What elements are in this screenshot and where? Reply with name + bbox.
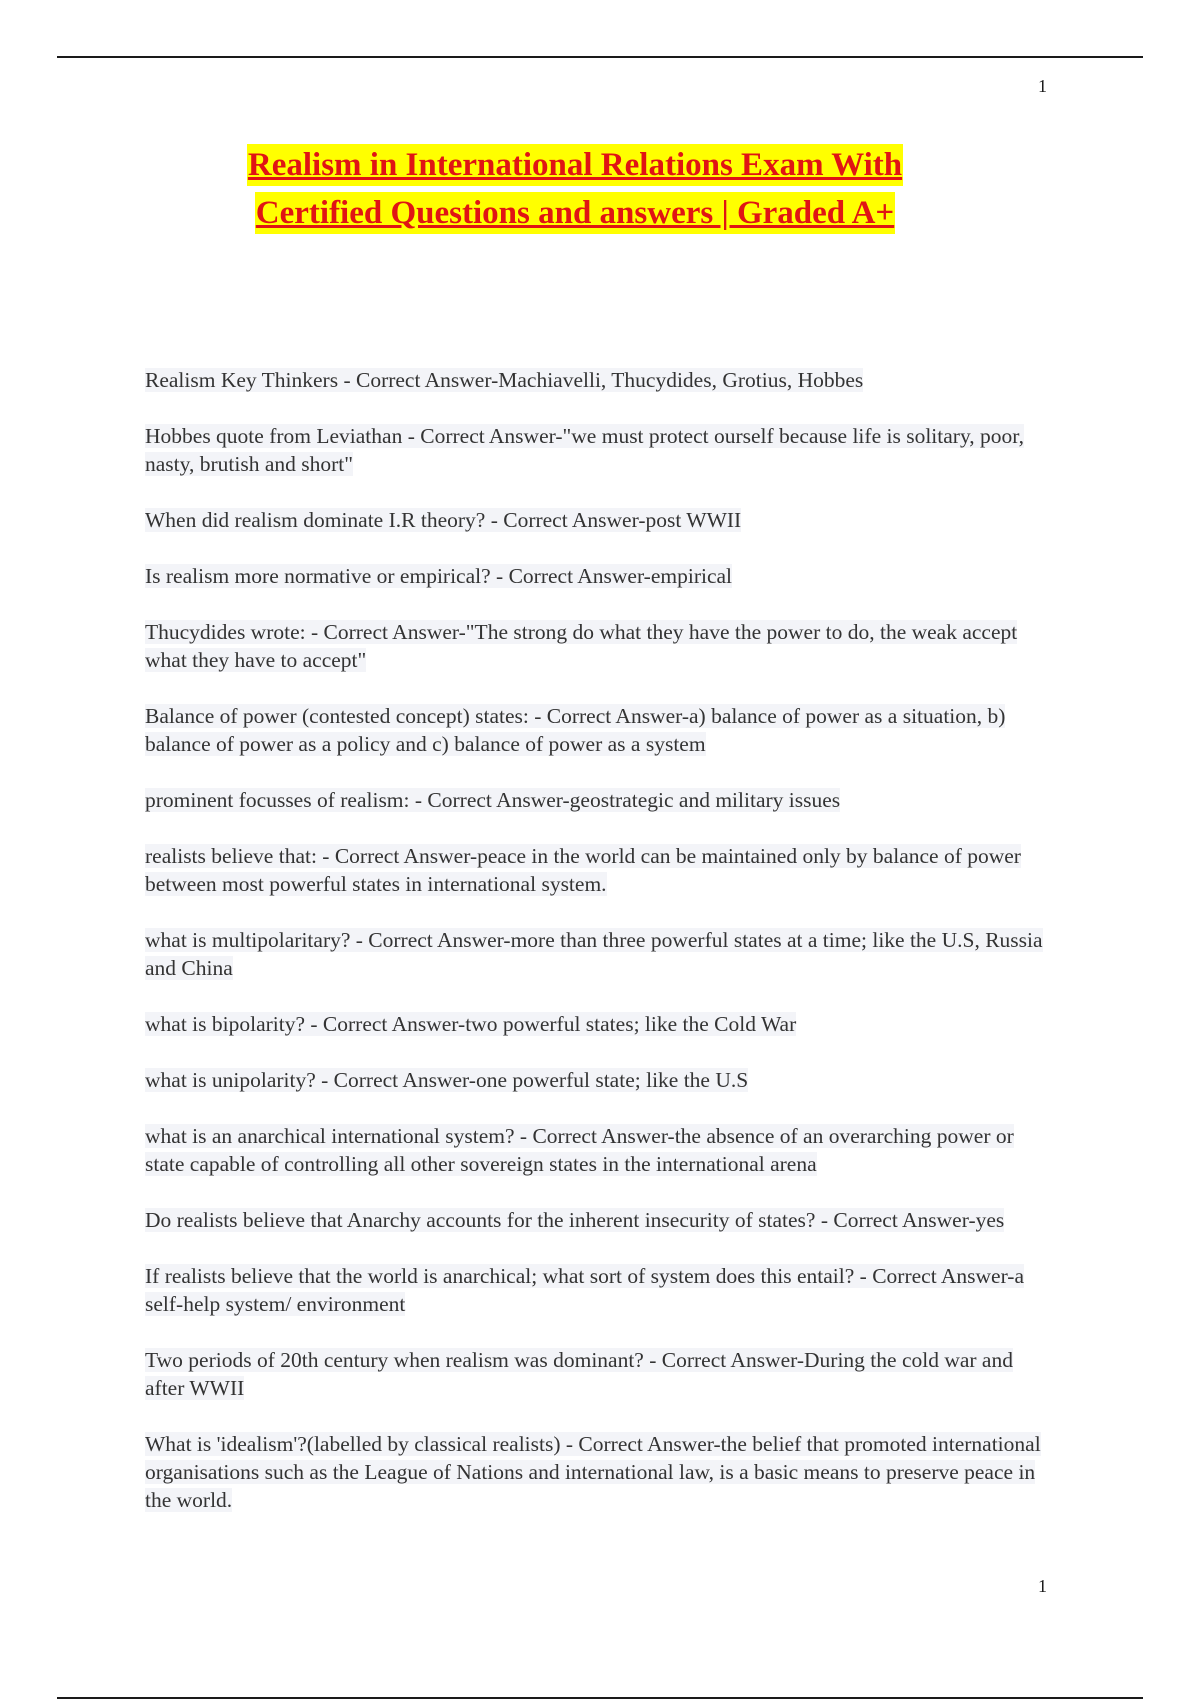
qa-text: what is an anarchical international system? - Correct Answer-the absence of an overarching power or state capable of controlling all other sovereign states in the international arena	[145, 1124, 1014, 1176]
qa-list	[145, 366, 1045, 1542]
qa-text: Do realists believe that Anarchy accounts for the inherent insecurity of states? - Correct Answer-yes	[145, 1208, 1005, 1232]
qa-item	[145, 926, 1045, 982]
title-line-2: Certified Questions and answers | Graded A+	[255, 192, 895, 234]
footer-rule	[57, 1697, 1143, 1699]
qa-text: what is unipolarity? - Correct Answer-one powerful state; like the U.S	[145, 1068, 749, 1092]
qa-text: Is realism more normative or empirical? - Correct Answer-empirical	[145, 564, 733, 588]
qa-item	[145, 1206, 1045, 1234]
qa-item	[145, 506, 1045, 534]
qa-text: what is multipolaritary? - Correct Answer-more than three powerful states at a time; like the U.S, Russia and China	[145, 928, 1043, 980]
qa-text: prominent focusses of realism: - Correct Answer-geostrategic and military issues	[145, 788, 841, 812]
qa-item	[145, 422, 1045, 478]
qa-item	[145, 1262, 1045, 1318]
qa-text: Realism Key Thinkers - Correct Answer-Machiavelli, Thucydides, Grotius, Hobbes	[145, 368, 864, 392]
qa-item	[145, 702, 1045, 758]
qa-item	[145, 562, 1045, 590]
qa-text: When did realism dominate I.R theory? - Correct Answer-post WWII	[145, 508, 742, 532]
qa-item	[145, 1010, 1045, 1038]
qa-item	[145, 1122, 1045, 1178]
qa-item	[145, 1346, 1045, 1402]
qa-text: If realists believe that the world is anarchical; what sort of system does this entail? - Correct Answer-a self-help system/ environment	[145, 1264, 1025, 1316]
qa-text: What is 'idealism'?(labelled by classical realists) - Correct Answer-the belief that promoted international organisations such as the League of Nations and international law, is a basic means to preserve peace in the world.	[145, 1432, 1041, 1512]
qa-item	[145, 842, 1045, 898]
page-number-bottom: 1	[1038, 1576, 1047, 1596]
qa-item	[145, 618, 1045, 674]
page-number-top: 1	[1038, 76, 1047, 96]
qa-item	[145, 1430, 1045, 1514]
title-line-1: Realism in International Relations Exam With	[247, 144, 903, 186]
qa-item	[145, 786, 1045, 814]
qa-text: Hobbes quote from Leviathan - Correct Answer-"we must protect ourself because life is solitary, poor, nasty, brutish and short"	[145, 424, 1024, 476]
qa-item	[145, 366, 1045, 394]
qa-text: realists believe that: - Correct Answer-peace in the world can be maintained only by balance of power between most powerful states in international system.	[145, 844, 1021, 896]
qa-text: Balance of power (contested concept) states: - Correct Answer-a) balance of power as a situation, b) balance of power as a policy and c) balance of power as a system	[145, 704, 1006, 756]
qa-text: Thucydides wrote: - Correct Answer-"The strong do what they have the power to do, the weak accept what they have to accept"	[145, 620, 1018, 672]
qa-text: what is bipolarity? - Correct Answer-two powerful states; like the Cold War	[145, 1012, 797, 1036]
header-rule	[57, 56, 1143, 58]
qa-item	[145, 1066, 1045, 1094]
qa-text: Two periods of 20th century when realism was dominant? - Correct Answer-During the cold war and after WWII	[145, 1348, 1013, 1400]
document-title	[150, 144, 1000, 240]
